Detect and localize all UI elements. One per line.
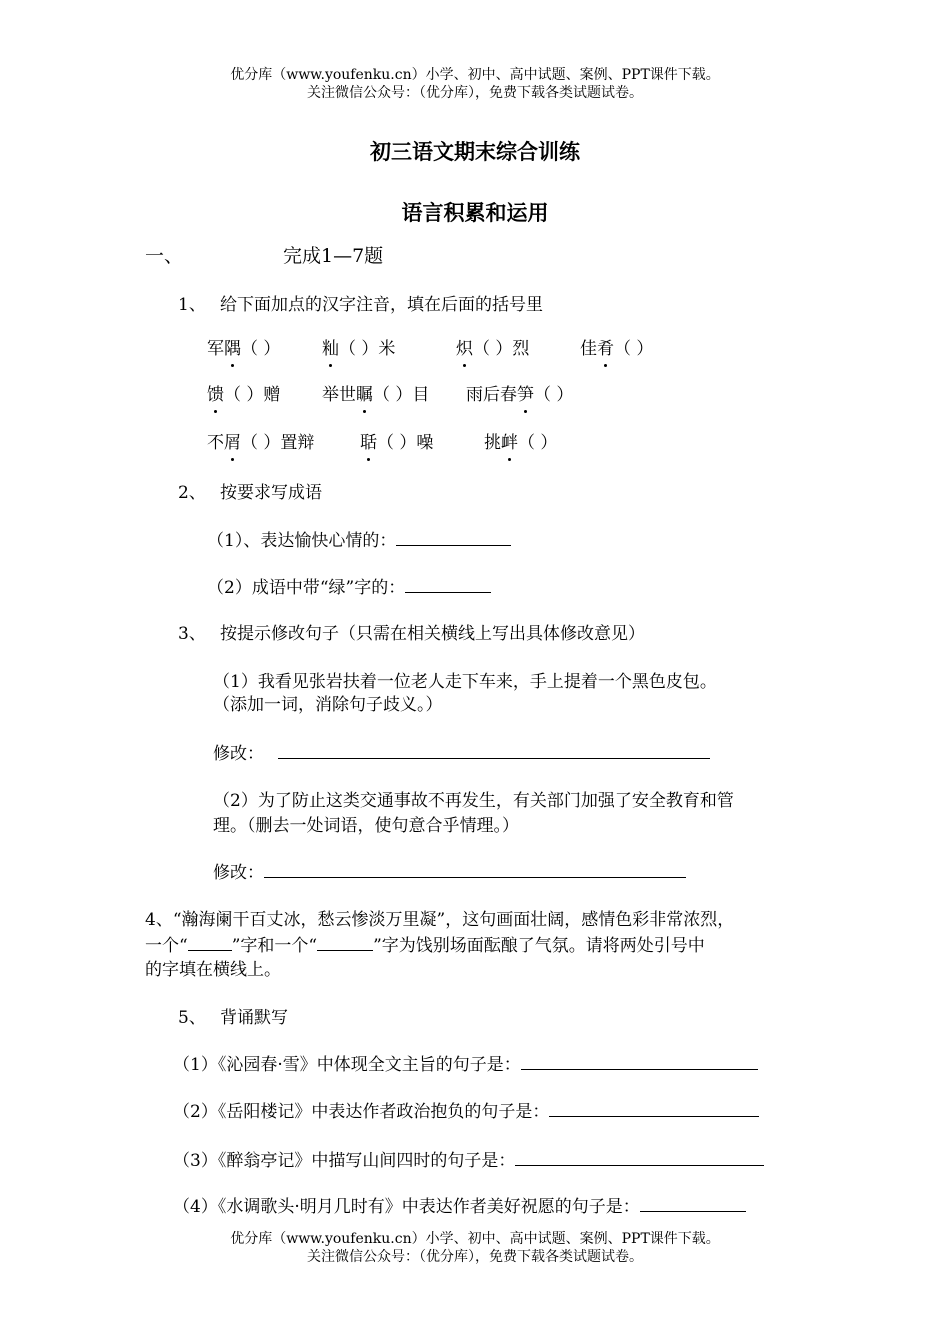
- item-suffix: （ ）赠: [224, 385, 281, 405]
- dotted-char: 肴: [597, 339, 614, 359]
- dotted-char: 笋: [517, 385, 534, 405]
- pinyin-item: [322, 338, 395, 360]
- header-line-2: 关注微信公众号：（优分库），免费下载各类试题试卷。: [307, 85, 643, 101]
- pinyin-item: [322, 384, 429, 406]
- item-suffix: （ ）烈: [473, 339, 530, 359]
- q2-item-2: [207, 576, 491, 599]
- item-text: （1）、表达愉快心情的：: [207, 531, 397, 551]
- pinyin-item: [207, 432, 314, 454]
- pinyin-item: [207, 338, 280, 360]
- q4-text-c: ”字为饯别场面酝酿了气氛。请将两处引号中: [373, 936, 705, 956]
- q5-item-2: [173, 1100, 759, 1123]
- q3-item-1-line-1: （1）我看见张岩扶着一位老人走下车来，手上提着一个黑色皮包。: [213, 672, 717, 692]
- answer-blank[interactable]: [278, 742, 710, 759]
- item-suffix: （ ）置辩: [241, 433, 315, 453]
- q5-item-1: [173, 1053, 758, 1076]
- dotted-char: 瞩: [356, 385, 373, 405]
- pinyin-item: [360, 432, 433, 454]
- item-text: （3）《醉翁亭记》中描写山间四时的句子是：: [173, 1151, 516, 1171]
- revise-label: 修改：: [213, 863, 264, 883]
- q4-line-3: 的字填在横线上。: [145, 960, 281, 980]
- answer-blank[interactable]: [515, 1149, 764, 1166]
- dotted-char: 隅: [224, 339, 241, 359]
- item-prefix: 军: [207, 339, 224, 359]
- item-suffix: （ ）米: [339, 339, 396, 359]
- page-title: 初三语文期末综合训练: [370, 140, 580, 164]
- item-suffix: （ ）目: [373, 385, 430, 405]
- q3-item-2-line-2: 理。（删去一处词语，使句意合乎情理。）: [213, 816, 519, 836]
- item-suffix: （ ）: [614, 339, 654, 359]
- page-subtitle: 语言积累和运用: [401, 201, 549, 225]
- dotted-char: 衅: [501, 433, 518, 453]
- answer-blank[interactable]: [396, 529, 511, 546]
- q3-revise-2: [213, 861, 686, 884]
- footer-line-1: 优分库（www.youfenku.cn）小学、初中、高中试题、案例、PPT课件下载。: [230, 1231, 720, 1247]
- q3-item-2-line-1: （2）为了防止这类交通事故不再发生，有关部门加强了安全教育和管: [213, 791, 734, 811]
- item-prefix: 挑: [484, 433, 501, 453]
- footer-line-2: 关注微信公众号：（优分库），免费下载各类试题试卷。: [307, 1249, 643, 1265]
- q4-text-a: 一个“: [145, 936, 188, 956]
- pinyin-item: [207, 384, 280, 406]
- q2-prompt: 按要求写成语: [220, 483, 322, 503]
- q5-prompt: 背诵默写: [220, 1008, 288, 1028]
- section-label: 完成1—7题: [283, 245, 384, 267]
- q3-prompt: 按提示修改句子（只需在相关横线上写出具体修改意见）: [220, 624, 645, 644]
- q4-line-2: [145, 934, 705, 957]
- header-line-1: 优分库（www.youfenku.cn）小学、初中、高中试题、案例、PPT课件下载。: [230, 67, 720, 83]
- answer-blank[interactable]: [640, 1195, 746, 1212]
- q3-item-1-line-2: （添加一词，消除句子歧义。）: [213, 695, 443, 715]
- answer-blank[interactable]: [317, 934, 373, 951]
- item-prefix: 不: [207, 433, 224, 453]
- answer-blank[interactable]: [549, 1100, 759, 1117]
- item-prefix: 佳: [580, 339, 597, 359]
- item-text: （2）《岳阳楼记》中表达作者政治抱负的句子是：: [173, 1102, 550, 1122]
- q5-item-4: [173, 1195, 746, 1218]
- pinyin-item: [456, 338, 529, 360]
- answer-blank[interactable]: [264, 861, 686, 878]
- dotted-char: 炽: [456, 339, 473, 359]
- q3-number: 3、: [178, 624, 206, 644]
- q4-text-b: ”字和一个“: [231, 936, 318, 956]
- dotted-char: 聒: [360, 433, 377, 453]
- pinyin-item: [580, 338, 653, 360]
- item-suffix: （ ）: [518, 433, 558, 453]
- q5-number: 5、: [178, 1008, 206, 1028]
- dotted-char: 馈: [207, 385, 224, 405]
- answer-blank[interactable]: [405, 576, 491, 593]
- dotted-char: 屑: [224, 433, 241, 453]
- answer-blank[interactable]: [188, 934, 232, 951]
- item-suffix: （ ）: [241, 339, 281, 359]
- q2-item-1: [207, 529, 511, 552]
- revise-label: 修改：: [213, 744, 264, 764]
- item-text: （2）成语中带“绿”字的：: [207, 578, 406, 598]
- answer-blank[interactable]: [521, 1053, 758, 1070]
- dotted-char: 籼: [322, 339, 339, 359]
- q5-item-3: [173, 1149, 764, 1172]
- q2-number: 2、: [178, 483, 206, 503]
- item-suffix: （ ）: [534, 385, 574, 405]
- item-text: （1）《沁园春·雪》中体现全文主旨的句子是：: [173, 1055, 521, 1075]
- item-prefix: 雨后春: [466, 385, 517, 405]
- q1-prompt: 给下面加点的汉字注音，填在后面的括号里: [220, 295, 543, 315]
- item-prefix: 举世: [322, 385, 356, 405]
- pinyin-item: [466, 384, 573, 406]
- item-suffix: （ ）噪: [377, 433, 434, 453]
- q3-revise-1: [213, 742, 710, 765]
- section-number: 一、: [145, 245, 184, 267]
- item-text: （4）《水调歌头·明月几时有》中表达作者美好祝愿的句子是：: [173, 1197, 640, 1217]
- pinyin-item: [484, 432, 557, 454]
- q4-line-1: 4、“瀚海阑干百丈冰，愁云惨淡万里凝”，这句画面壮阔，感情色彩非常浓烈，: [145, 910, 735, 930]
- q1-number: 1、: [178, 295, 206, 315]
